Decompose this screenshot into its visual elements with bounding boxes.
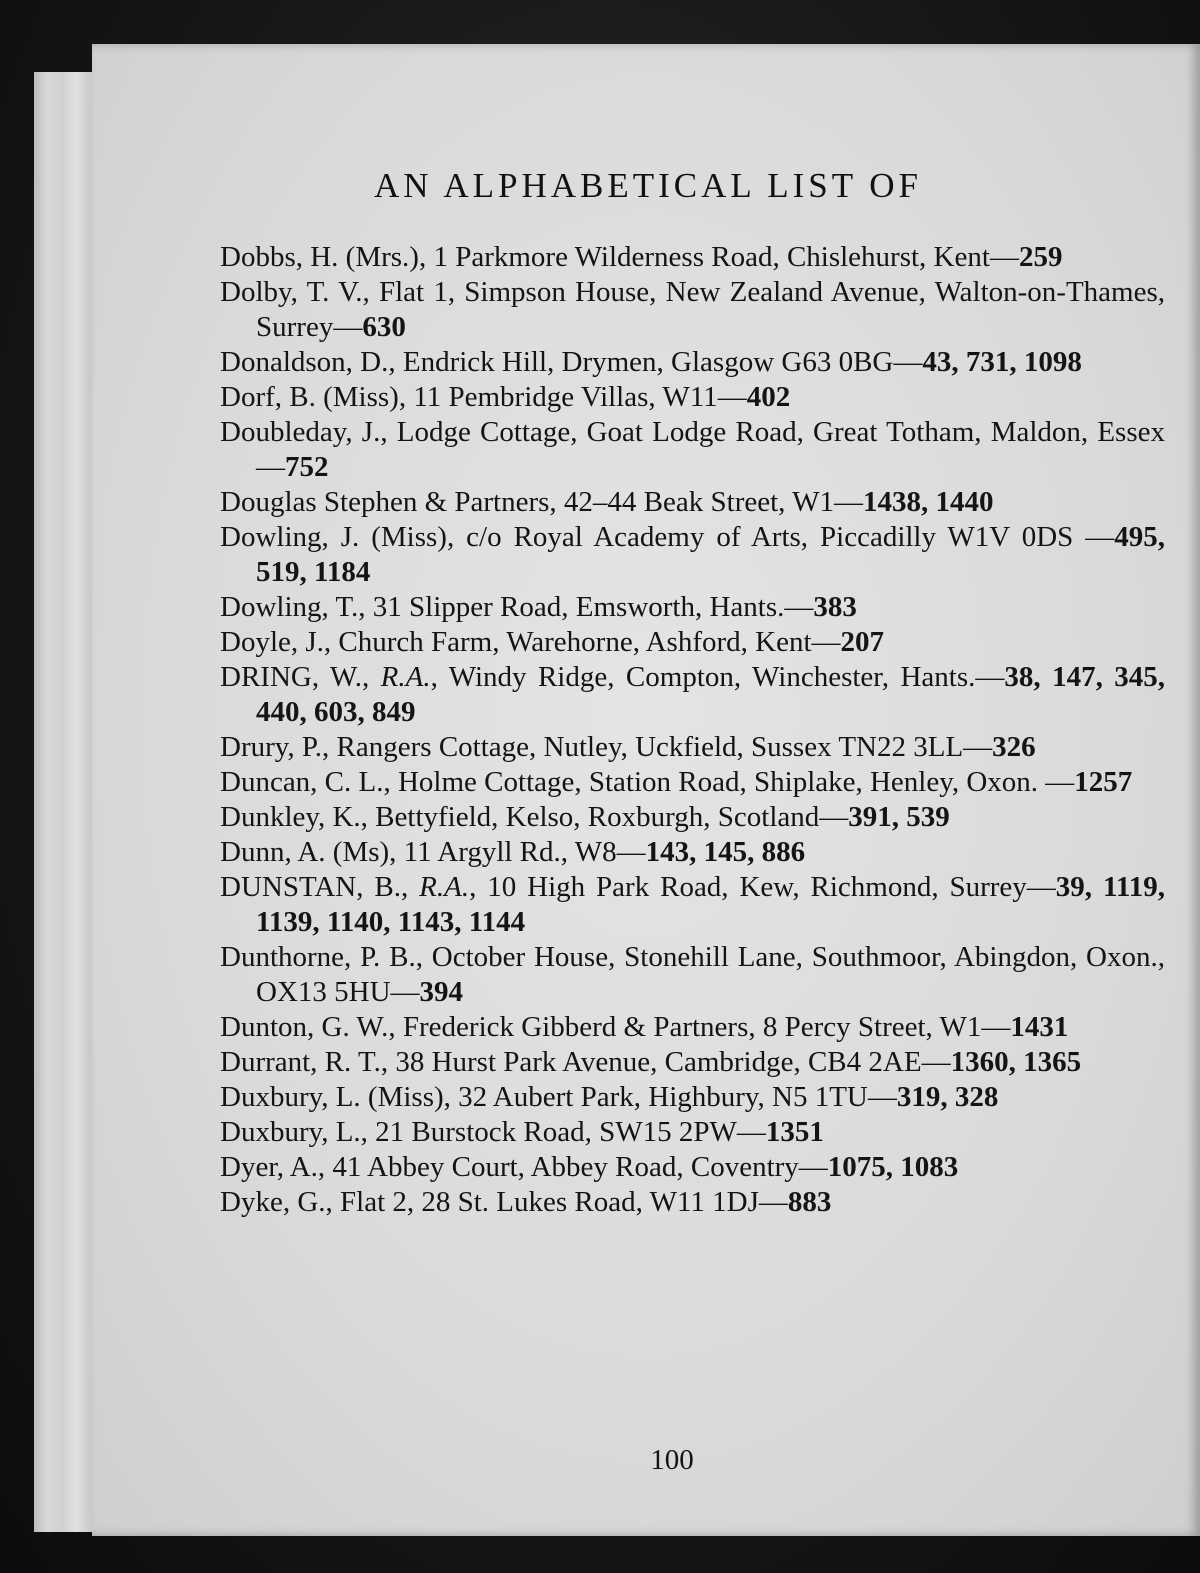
list-entry: Duxbury, L. (Miss), 32 Aubert Park, Highbury, N5 1TU—319, 328 [220,1081,999,1113]
list-entry: Dorf, B. (Miss), 11 Pembridge Villas, W11—402 [220,381,791,413]
page-number: 100 [650,1444,694,1476]
list-entry: Dowling, J. (Miss), c/o Royal Academy of Arts, Piccadilly W1V 0DS —495, 519, 1184 [220,521,1165,588]
list-entry: Donaldson, D., Endrick Hill, Drymen, Glasgow G63 0BG—43, 731, 1098 [220,346,1082,378]
list-entry: Dyer, A., 41 Abbey Court, Abbey Road, Coventry—1075, 1083 [220,1151,959,1183]
list-entry: Dunkley, K., Bettyfield, Kelso, Roxburgh, Scotland—391, 539 [220,801,950,833]
list-entry: Dowling, T., 31 Slipper Road, Emsworth, Hants.—383 [220,591,857,623]
list-entry: Dunn, A. (Ms), 11 Argyll Rd., W8—143, 145, 886 [220,836,806,868]
list-entry: Dobbs, H. (Mrs.), 1 Parkmore Wilderness Road, Chislehurst, Kent—259 [220,241,1063,273]
list-entry: Doubleday, J., Lodge Cottage, Goat Lodge Road, Great Totham, Maldon, Essex—752 [220,416,1165,483]
list-entry: DRING, W., R.A., Windy Ridge, Compton, Winchester, Hants.—38, 147, 345, 440, 603, 849 [220,661,1166,728]
list-entry: Dyke, G., Flat 2, 28 St. Lukes Road, W11 1DJ—883 [220,1186,832,1218]
list-entry: Dolby, T. V., Flat 1, Simpson House, New Zealand Avenue, Walton-on-Thames, Surrey—630 [220,276,1165,343]
list-entry: Dunthorne, P. B., October House, Stonehill Lane, Southmoor, Abingdon, Oxon., OX13 5HU—394 [220,941,1165,1008]
list-entry: Drury, P., Rangers Cottage, Nutley, Uckfield, Sussex TN22 3LL—326 [220,731,1036,763]
list-entry: Doyle, J., Church Farm, Warehorne, Ashford, Kent—207 [220,626,885,658]
list-entry: Durrant, R. T., 38 Hurst Park Avenue, Cambridge, CB4 2AE—1360, 1365 [220,1046,1082,1078]
page-header: AN ALPHABETICAL LIST OF [374,166,922,205]
list-entry: Duncan, C. L., Holme Cottage, Station Road, Shiplake, Henley, Oxon. —1257 [220,766,1133,798]
list-entry: Douglas Stephen & Partners, 42–44 Beak Street, W1—1438, 1440 [220,486,994,518]
entry-list [220,240,1165,1220]
list-entry: Duxbury, L., 21 Burstock Road, SW15 2PW—1351 [220,1116,824,1148]
list-entry: Dunton, G. W., Frederick Gibberd & Partners, 8 Percy Street, W1—1431 [220,1011,1069,1043]
list-entry: DUNSTAN, B., R.A., 10 High Park Road, Kew, Richmond, Surrey—39, 1119, 1139, 1140, 1143, 1144 [220,871,1165,938]
